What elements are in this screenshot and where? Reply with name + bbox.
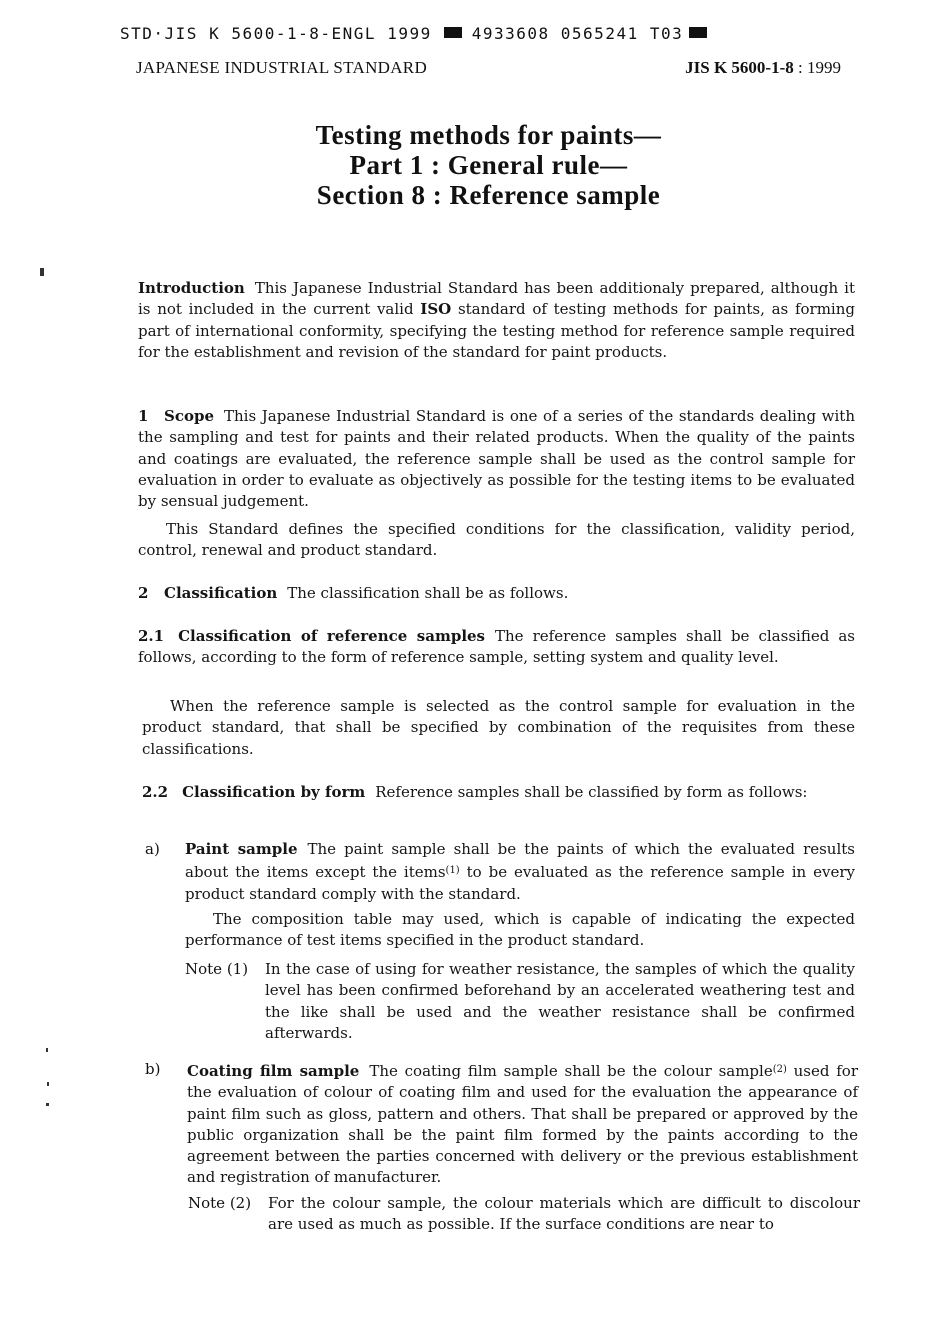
scan-stamp: [120, 24, 707, 43]
section-2-1-paragraph: [138, 626, 855, 669]
item-heading: Coating film sample: [187, 1062, 360, 1080]
standard-code-number: JIS K 5600-1-8: [685, 58, 794, 77]
paint-sample-paragraph: [185, 839, 855, 905]
item-text: The paint sample shall be the paints of which the evaluated results about the items except the items: [185, 840, 855, 882]
stamp-right-code: 4933608 0565241 T03: [471, 24, 684, 43]
section-heading: Classification by form: [182, 783, 366, 801]
list-item-key: b): [145, 1060, 161, 1078]
section-1-paragraph: [138, 406, 855, 512]
coating-film-sample-paragraph: [187, 1059, 858, 1189]
intro-text: This Japanese Industrial Standard has been additionaly prepared, although it is not included in the current valid: [138, 279, 855, 319]
section-text: The classification shall be as follows.: [287, 584, 569, 602]
title-line-1: Testing methods for paints—: [315, 120, 662, 150]
section-heading: Scope: [164, 407, 215, 425]
item-heading: Paint sample: [185, 840, 298, 858]
footnote-ref: (2): [772, 1064, 787, 1075]
title-line-3: Section 8 : Reference sample: [316, 180, 661, 210]
note-2-key: Note (2): [188, 1194, 252, 1212]
item-text-cont: used for the evaluation of colour of coating film and used for the evaluation the appearance of paint film such as gloss, pattern and others. That shall be prepared or approved by the public organization shall be the paint film formed by the paints according to the agreement between the parties concerned with delivery or the previous establishment and registration of manufacturer.: [187, 1062, 858, 1187]
redaction-block: [444, 27, 462, 38]
section-number: 1: [138, 407, 149, 425]
section-number: 2.1: [138, 627, 165, 645]
standard-year: : 1999: [798, 58, 841, 77]
scan-speck: [46, 1103, 49, 1106]
section-2-2-paragraph: [142, 782, 855, 803]
paint-sample-paragraph-2: The composition table may used, which is capable of indicating the expected performance of test items specified in the product standard.: [185, 910, 855, 950]
item-text-cont: to be evaluated as the reference sample in every product standard comply with the standard.: [185, 863, 855, 903]
iso-mark: ISO: [420, 300, 452, 319]
standard-code: [600, 58, 841, 78]
scan-speck: [47, 1082, 49, 1086]
section-2-paragraph: [138, 583, 855, 604]
section-2-1-paragraph-2: When the reference sample is selected as the control sample for evaluation in the product standard, that shall be specified by combination of the requisites from these classifications.: [142, 697, 855, 758]
note-1-key: Note (1): [185, 960, 249, 978]
note-2-text: For the colour sample, the colour materials which are difficult to discolour are used as much as possible. If the surface conditions are near to: [268, 1194, 860, 1234]
note-1-text: In the case of using for weather resistance, the samples of which the quality level has been confirmed beforehand by an accelerated weathering test and the like shall be used and the weather resistance shall be confirmed afterwards.: [265, 960, 855, 1042]
section-text: Reference samples shall be classified by form as follows:: [375, 783, 808, 801]
list-item-key: a): [145, 840, 160, 858]
section-text: This Japanese Industrial Standard is one of a series of the standards dealing with the sampling and test for paints and their related products. When the quality of the paints and coatings are evaluated, the reference sample shall be used as the control sample for evaluation in order to evaluate as objectively as possible for the testing items to be evaluated by sensual judgement.: [138, 407, 855, 511]
scan-speck: [40, 268, 44, 276]
item-text: The coating film sample shall be the colour sample: [369, 1062, 773, 1080]
title-line-2: Part 1 : General rule—: [349, 150, 628, 180]
intro-text-cont: standard of testing methods for paints, as forming part of international conformity, specifying the testing method for reference sample required for the establishment and revision of the standard for paint products.: [138, 300, 855, 361]
section-heading: Classification: [164, 584, 278, 602]
section-heading: Classification of reference samples: [178, 627, 486, 645]
introduction-paragraph: [138, 278, 855, 363]
stamp-left-code: STD·JIS K 5600-1-8-ENGL 1999: [120, 24, 432, 43]
footnote-ref: (1): [445, 865, 460, 877]
introduction-label: Introduction: [138, 279, 245, 297]
section-1-paragraph-2: This Standard defines the specified conditions for the classification, validity period, control, renewal and product standard.: [138, 520, 855, 560]
section-number: 2.2: [142, 783, 169, 801]
page-title: [136, 120, 841, 210]
section-text: The reference samples shall be classified as follows, according to the form of reference sample, setting system and quality level.: [138, 627, 855, 667]
scan-speck: [46, 1048, 48, 1052]
redaction-block: [689, 27, 707, 38]
section-number: 2: [138, 584, 149, 602]
standard-type: JAPANESE INDUSTRIAL STANDARD: [136, 58, 428, 77]
